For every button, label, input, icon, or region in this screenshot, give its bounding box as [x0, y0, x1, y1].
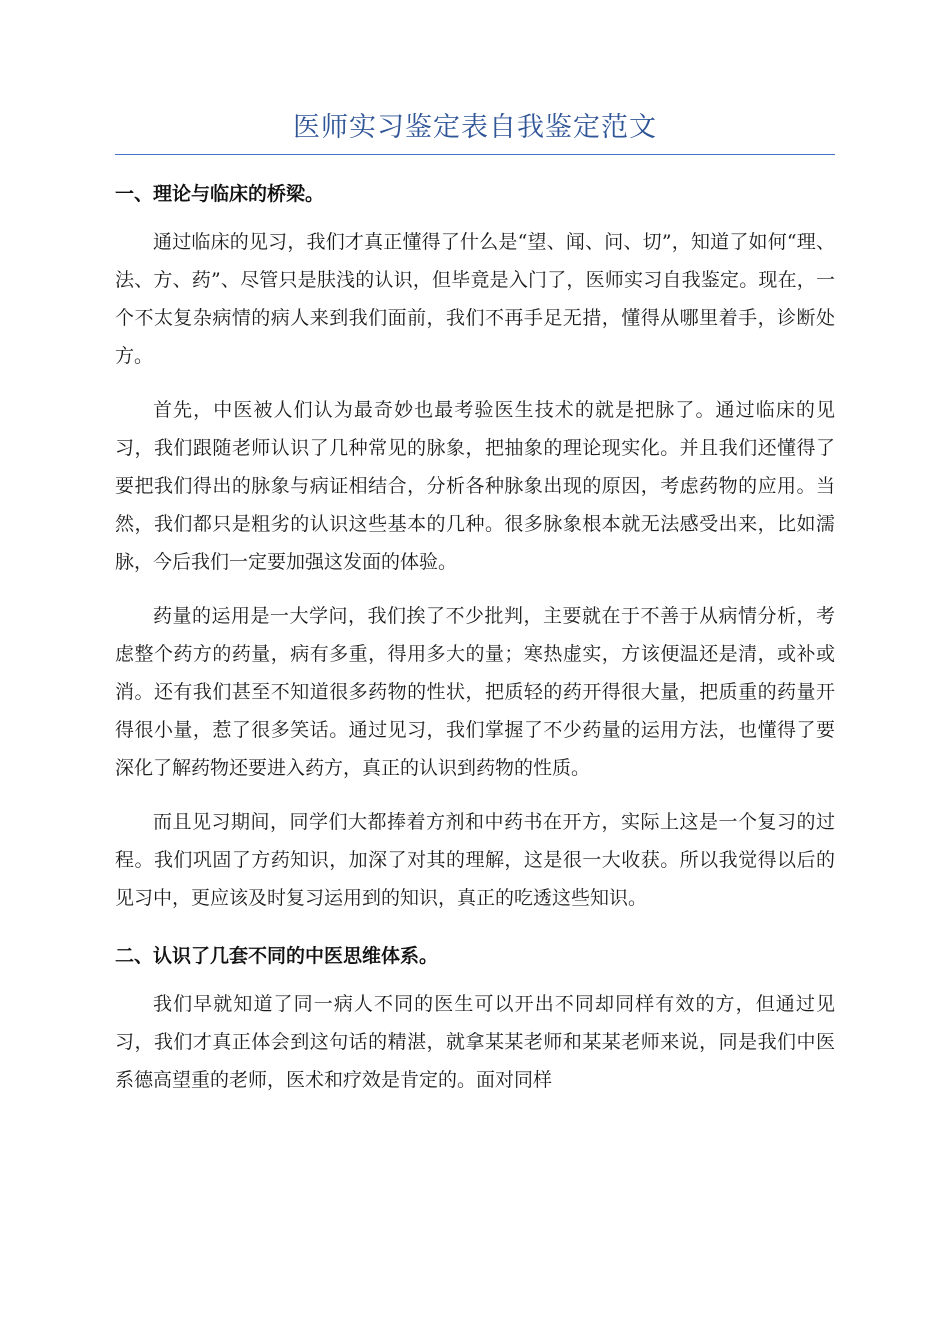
section-1 [115, 175, 835, 917]
section-heading: 一、理论与临床的桥梁。 [115, 183, 325, 205]
paragraph: 药量的运用是一大学问，我们挨了不少批判，主要就在于不善于从病情分析，考虑整个药方的药量，病有多重，得用多大的量；寒热虚实，方该便温还是清，或补或消。还有我们甚至不知道很多药物的性状，把质轻的药开得很大量，把质重的药量开得很小量，惹了很多笑话。通过见习，我们掌握了不少药量的运用方法，也懂得了要深化了解药物还要进入药方，真正的认识到药物的性质。 [115, 605, 835, 779]
document-title: 医师实习鉴定表自我鉴定范文 [115, 108, 835, 155]
section-heading: 二、认识了几套不同的中医思维体系。 [115, 945, 439, 967]
document-page [115, 108, 835, 1115]
section-2 [115, 937, 835, 1099]
paragraph: 而且见习期间，同学们大都捧着方剂和中药书在开方，实际上这是一个复习的过程。我们巩固了方药知识，加深了对其的理解，这是很一大收获。所以我觉得以后的见习中，更应该及时复习运用到的知识，真正的吃透这些知识。 [115, 811, 835, 909]
paragraph: 我们早就知道了同一病人不同的医生可以开出不同却同样有效的方，但通过见习，我们才真正体会到这句话的精湛，就拿某某老师和某某老师来说，同是我们中医系德高望重的老师，医术和疗效是肯定的。面对同样 [115, 993, 835, 1091]
paragraph: 首先，中医被人们认为最奇妙也最考验医生技术的就是把脉了。通过临床的见习，我们跟随老师认识了几种常见的脉象，把抽象的理论现实化。并且我们还懂得了要把我们得出的脉象与病证相结合，分析各种脉象出现的原因，考虑药物的应用。当然，我们都只是粗劣的认识这些基本的几种。很多脉象根本就无法感受出来，比如濡脉，今后我们一定要加强这发面的体验。 [115, 399, 835, 573]
paragraph: 通过临床的见习，我们才真正懂得了什么是“望、闻、问、切”，知道了如何“理、法、方、药”、尽管只是肤浅的认识，但毕竟是入门了，医师实习自我鉴定。现在，一个不太复杂病情的病人来到我们面前，我们不再手足无措，懂得从哪里着手，诊断处方。 [115, 231, 835, 367]
